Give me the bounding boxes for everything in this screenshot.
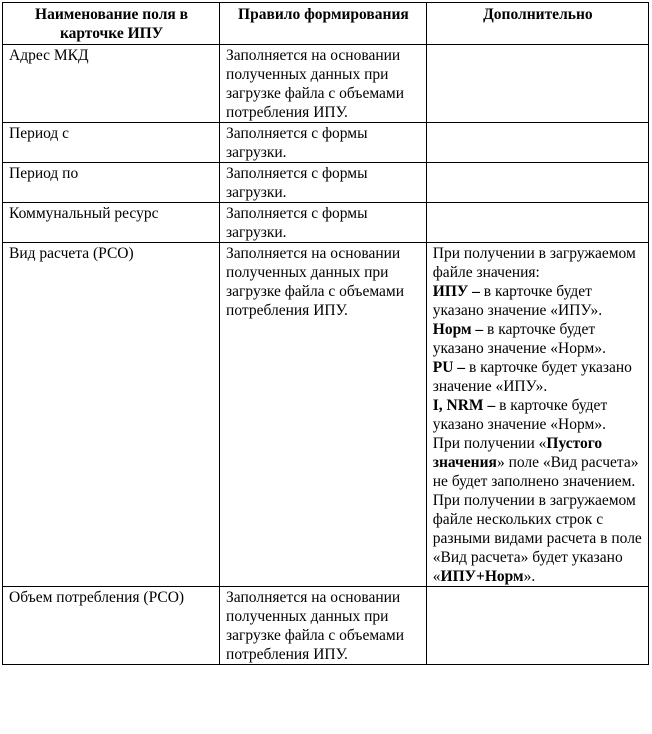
field-name-cell: Вид расчета (РСО) bbox=[3, 243, 220, 587]
additional-cell-calc-type bbox=[426, 243, 648, 587]
mapping-code: PU – bbox=[432, 359, 466, 376]
header-field-name: Наименование поля в карточке ИПУ bbox=[3, 3, 220, 45]
calc-type-intro: При получении в загружаемом файле значения: bbox=[432, 245, 636, 281]
mapping-code: ИПУ – bbox=[432, 283, 480, 300]
calc-type-empty-note bbox=[433, 434, 643, 491]
mapping-text: в карточке будет указано значение «Норм». bbox=[432, 397, 608, 433]
note-text: При получении « bbox=[432, 435, 547, 452]
table-row bbox=[3, 163, 649, 203]
mapping-code: Норм – bbox=[432, 321, 484, 338]
calc-type-mapping-nrm bbox=[433, 396, 643, 434]
table-row bbox=[3, 123, 649, 163]
calc-type-mapping-ipu bbox=[433, 282, 643, 320]
note-bold: ИПУ+Норм bbox=[440, 568, 524, 585]
mapping-code: I, NRM – bbox=[432, 397, 496, 414]
header-additional: Дополнительно bbox=[426, 3, 648, 45]
note-text: При получении в загружаемом файле нескольких строк с разными видами расчета в поле «Вид расчета» будет указано « bbox=[432, 492, 642, 585]
table-row bbox=[3, 45, 649, 123]
field-name-cell: Объем потребления (РСО) bbox=[3, 587, 220, 665]
additional-cell bbox=[426, 123, 648, 163]
table-row bbox=[3, 243, 649, 587]
additional-cell bbox=[426, 587, 648, 665]
mapping-text: в карточке будет указано значение «ИПУ». bbox=[432, 359, 632, 395]
mapping-text: в карточке будет указано значение «Норм». bbox=[432, 321, 606, 357]
mapping-text: в карточке будет указано значение «ИПУ». bbox=[432, 283, 603, 319]
rule-cell: Заполняется с формы загрузки. bbox=[220, 203, 427, 243]
field-name-cell: Период с bbox=[3, 123, 220, 163]
field-name-cell: Коммунальный ресурс bbox=[3, 203, 220, 243]
note-text: ». bbox=[523, 568, 536, 585]
note-text: » поле «Вид расчета» не будет заполнено значением. bbox=[432, 454, 639, 490]
rule-cell: Заполняется на основании полученных данных при загрузке файла с объемами потребления ИПУ. bbox=[220, 45, 427, 123]
rule-cell: Заполняется на основании полученных данных при загрузке файла с объемами потребления ИПУ. bbox=[220, 587, 427, 665]
rule-cell: Заполняется на основании полученных данных при загрузке файла с объемами потребления ИПУ. bbox=[220, 243, 427, 587]
field-rules-table bbox=[2, 2, 649, 665]
additional-cell bbox=[426, 203, 648, 243]
additional-cell bbox=[426, 45, 648, 123]
table-row bbox=[3, 587, 649, 665]
header-rule: Правило формирования bbox=[220, 3, 427, 45]
rule-cell: Заполняется с формы загрузки. bbox=[220, 163, 427, 203]
calc-type-mapping-norm bbox=[433, 320, 643, 358]
rule-cell: Заполняется с формы загрузки. bbox=[220, 123, 427, 163]
note-bold: Пустого значения bbox=[432, 435, 603, 471]
calc-type-mapping-pu bbox=[433, 358, 643, 396]
field-name-cell: Период по bbox=[3, 163, 220, 203]
field-name-cell: Адрес МКД bbox=[3, 45, 220, 123]
additional-cell bbox=[426, 163, 648, 203]
calc-type-multi-note bbox=[433, 491, 643, 586]
table-row bbox=[3, 203, 649, 243]
table-header-row bbox=[3, 3, 649, 45]
